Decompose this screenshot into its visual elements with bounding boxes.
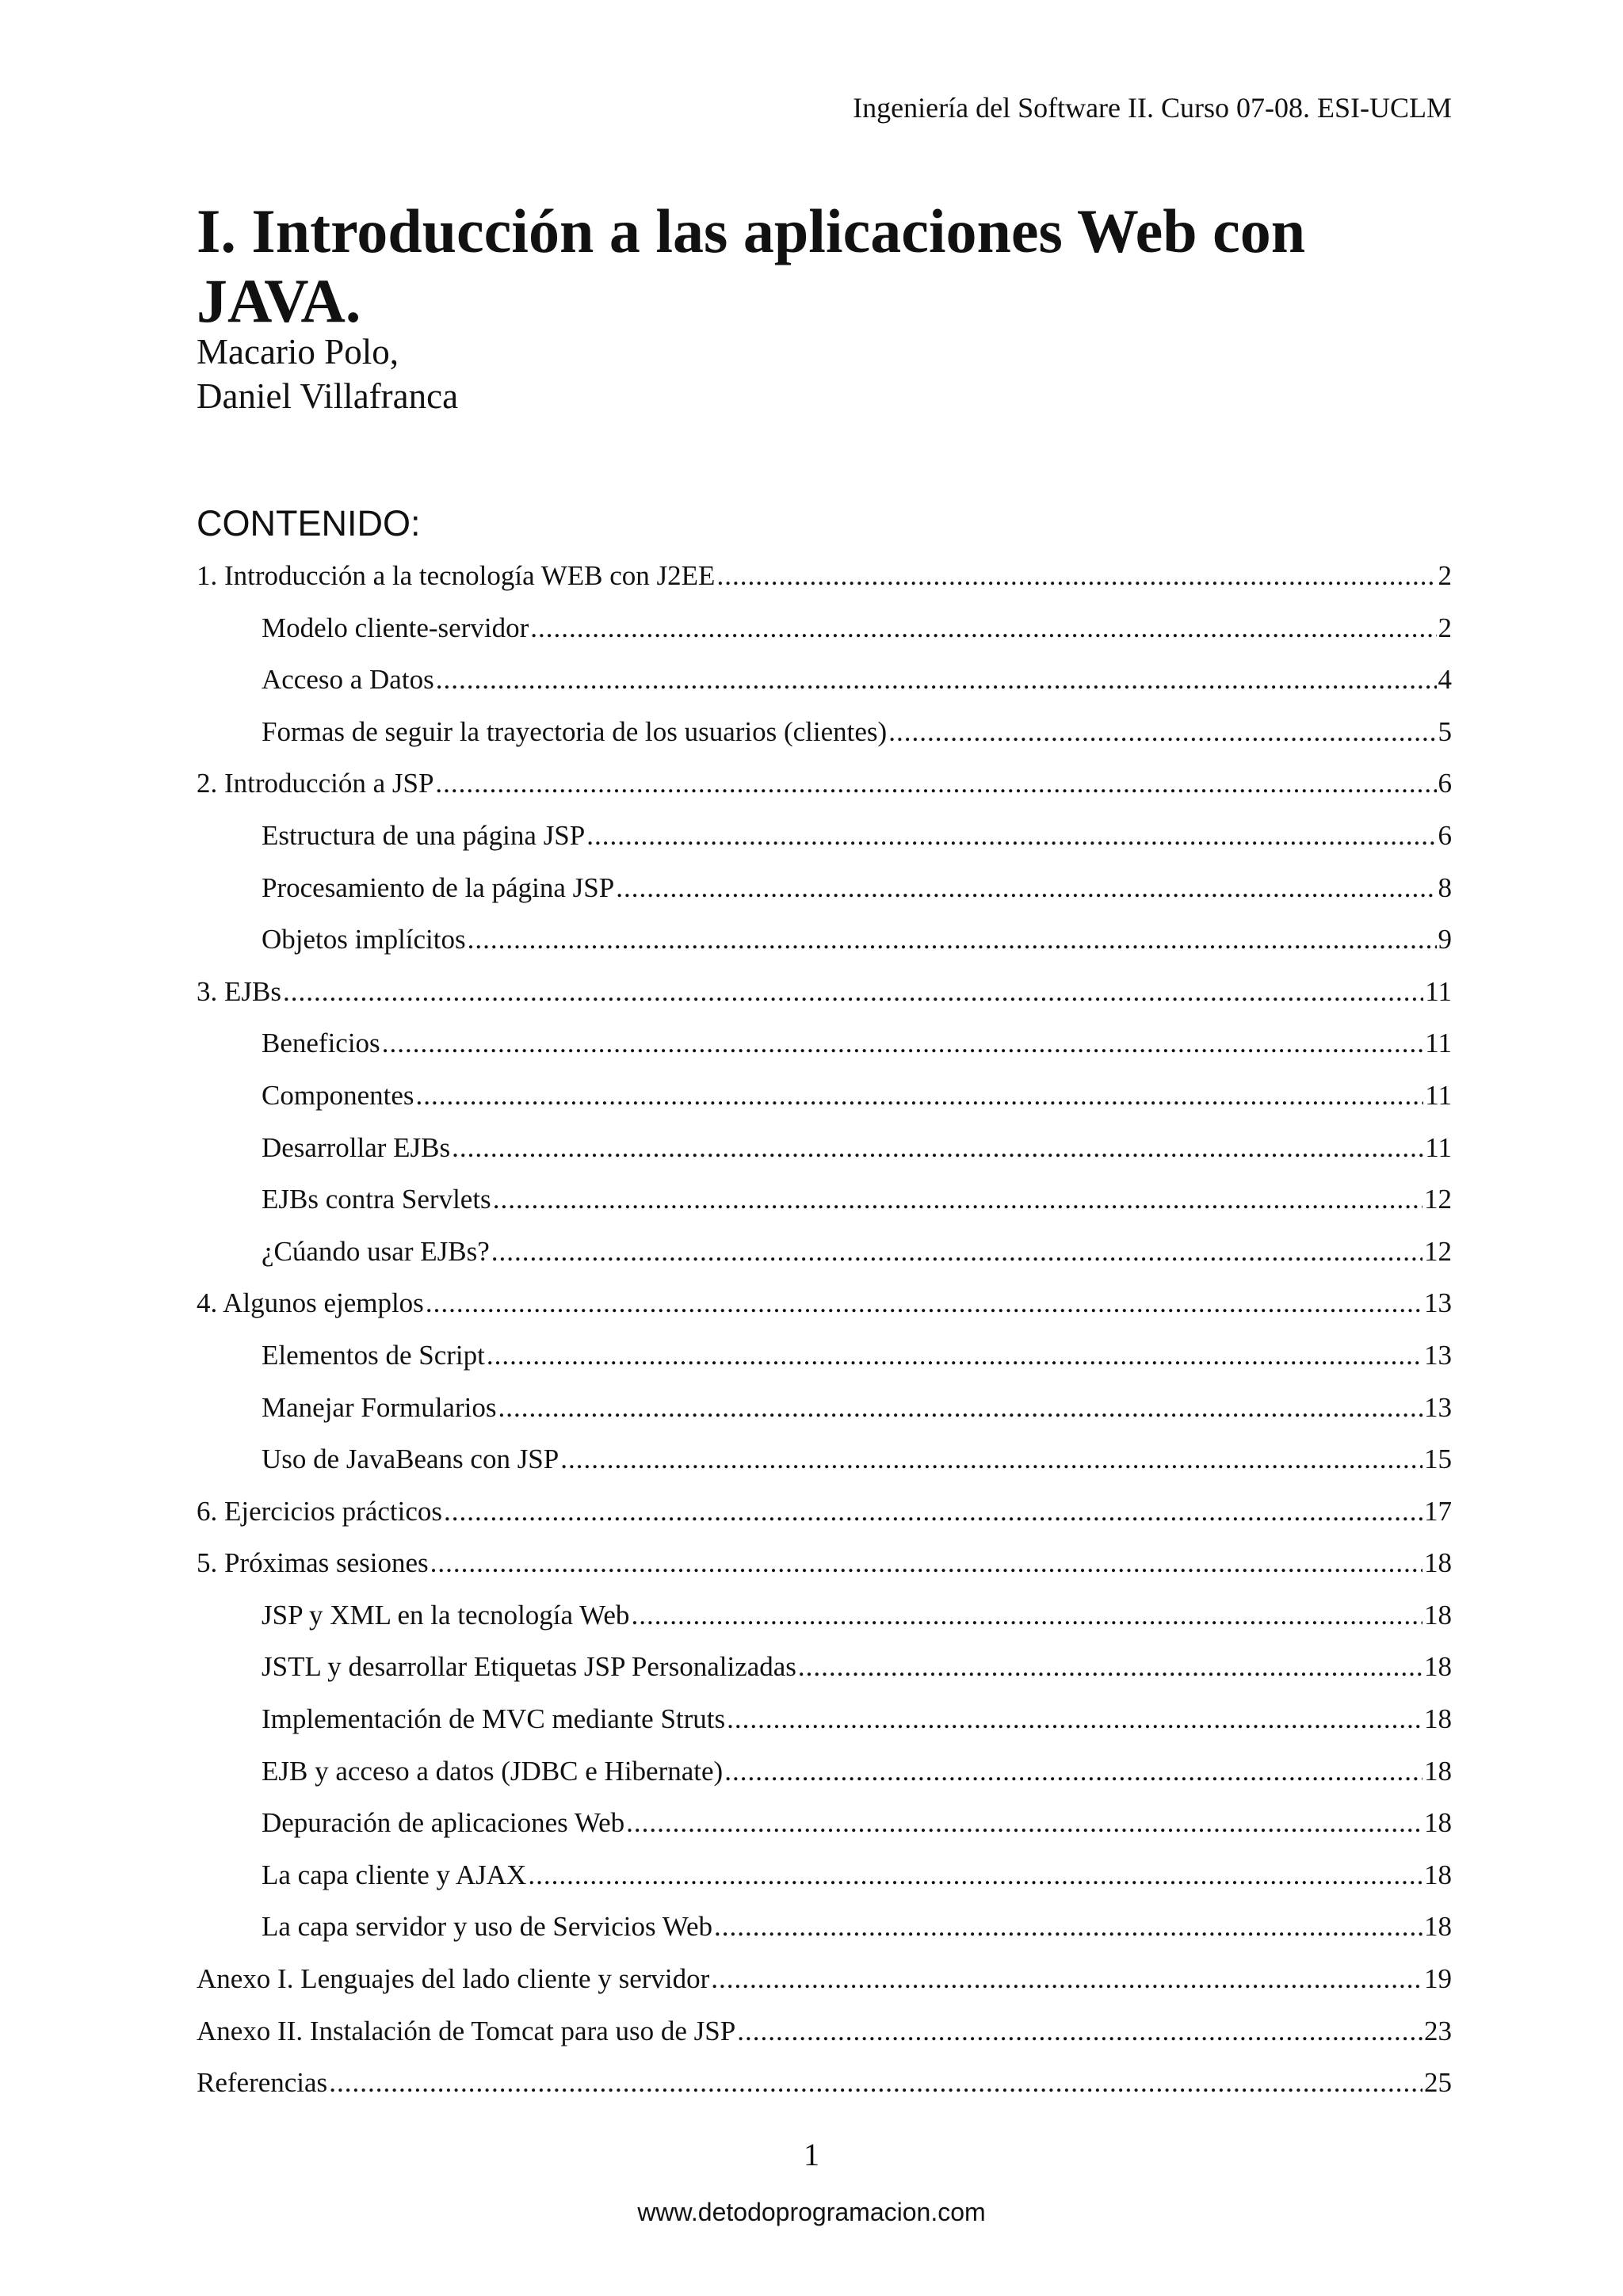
toc-entry-label: Referencias — [197, 2067, 328, 2099]
toc-entry — [197, 2057, 1452, 2109]
toc-entry-page: 18 — [1424, 1807, 1452, 1839]
toc-entry-label: EJBs contra Servlets — [262, 1184, 491, 1215]
toc-dot-leader — [714, 1901, 1423, 1953]
toc-entry — [197, 1433, 1452, 1486]
toc-entry-page: 13 — [1424, 1287, 1452, 1319]
running-header: Ingeniería del Software II. Curso 07-08. ESI-UCLM — [853, 92, 1452, 124]
toc-entry-page: 17 — [1424, 1495, 1452, 1527]
footer-url: www.detodoprogramacion.com — [637, 2198, 986, 2226]
toc-dot-leader — [444, 1486, 1423, 1538]
toc-entry-label: Acceso a Datos — [262, 664, 434, 696]
toc-dot-leader — [528, 1849, 1423, 1901]
toc-entry-label: EJB y acceso a datos (JDBC e Hibernate) — [262, 1755, 724, 1787]
toc-dot-leader — [560, 1433, 1423, 1486]
toc-entry — [197, 862, 1452, 914]
toc-entry-label: Formas de seguir la trayectoria de los usuarios (clientes) — [262, 715, 888, 747]
toc-entry — [197, 810, 1452, 862]
toc-dot-leader — [798, 1641, 1423, 1693]
toc-entry-page: 18 — [1424, 1651, 1452, 1683]
toc-dot-leader — [724, 1745, 1423, 1798]
toc-entry-label: 6. Ejercicios prácticos — [197, 1495, 443, 1527]
toc-entry-label: Manejar Formularios — [262, 1391, 497, 1423]
toc-entry-label: 3. EJBs — [197, 975, 281, 1007]
author-name: Macario Polo, — [197, 332, 399, 372]
toc-entry — [197, 2005, 1452, 2058]
toc-entry — [197, 1486, 1452, 1538]
toc-entry — [197, 1953, 1452, 2005]
toc-entry-page: 2 — [1438, 560, 1452, 591]
page-number: 1 — [804, 2137, 819, 2172]
toc-entry-label: La capa cliente y AJAX — [262, 1859, 527, 1890]
toc-dot-leader — [727, 1693, 1423, 1745]
toc-entry — [197, 757, 1452, 810]
toc-entry — [197, 1329, 1452, 1382]
toc-entry-label: Anexo II. Instalación de Tomcat para uso de JSP — [197, 2015, 736, 2046]
toc-entry-page: 18 — [1424, 1703, 1452, 1735]
toc-entry-page: 25 — [1424, 2067, 1452, 2099]
toc-entry-label: JSP y XML en la tecnología Web — [262, 1599, 630, 1630]
toc-entry-page: 15 — [1424, 1444, 1452, 1475]
toc-entry-page: 19 — [1424, 1963, 1452, 1995]
toc-entry-page: 5 — [1438, 715, 1452, 747]
toc-entry-page: 6 — [1438, 819, 1452, 851]
toc-entry — [197, 1641, 1452, 1693]
toc-dot-leader — [491, 1226, 1423, 1278]
toc-dot-leader — [586, 810, 1436, 862]
toc-entry-page: 13 — [1424, 1339, 1452, 1371]
toc-dot-leader — [436, 654, 1437, 706]
toc-entry — [197, 1017, 1452, 1070]
toc-entry-label: Depuración de aplicaciones Web — [262, 1807, 625, 1839]
toc-entry-label: Objetos implícitos — [262, 924, 466, 955]
toc-entry-page: 8 — [1438, 871, 1452, 903]
toc-entry-label: 4. Algunos ejemplos — [197, 1287, 424, 1319]
toc-entry — [197, 1849, 1452, 1901]
toc-entry-label: Componentes — [262, 1079, 414, 1111]
toc-dot-leader — [530, 602, 1436, 654]
toc-entry — [197, 602, 1452, 654]
toc-entry-page: 11 — [1425, 975, 1452, 1007]
toc-entry-page: 11 — [1425, 1079, 1452, 1111]
toc-dot-leader — [415, 1070, 1423, 1122]
toc-entry-label: Anexo I. Lenguajes del lado cliente y servidor — [197, 1963, 710, 1995]
toc-entry — [197, 1226, 1452, 1278]
toc-entry — [197, 550, 1452, 602]
toc-entry — [197, 654, 1452, 706]
toc-dot-leader — [631, 1589, 1423, 1642]
toc-dot-leader — [468, 913, 1437, 966]
toc-entry-label: Uso de JavaBeans con JSP — [262, 1444, 559, 1475]
toc-entry-label: 2. Introducción a JSP — [197, 768, 434, 799]
toc-entry-label: La capa servidor y uso de Servicios Web — [262, 1911, 713, 1943]
toc-entry — [197, 1589, 1452, 1642]
toc-entry-page: 13 — [1424, 1391, 1452, 1423]
toc-entry-page: 12 — [1424, 1235, 1452, 1267]
toc-dot-leader — [626, 1797, 1423, 1849]
toc-dot-leader — [888, 706, 1436, 758]
toc-entry-label: Modelo cliente-servidor — [262, 612, 529, 643]
toc-entry-label: Implementación de MVC mediante Struts — [262, 1703, 726, 1735]
toc-entry — [197, 966, 1452, 1018]
toc-entry-label: ¿Cúando usar EJBs? — [262, 1235, 490, 1267]
toc-entry-page: 9 — [1438, 924, 1452, 955]
toc-dot-leader — [711, 1953, 1423, 2005]
toc-dot-leader — [737, 2005, 1423, 2058]
toc-entry — [197, 1173, 1452, 1226]
toc-dot-leader — [329, 2057, 1423, 2109]
toc-heading: CONTENIDO: — [197, 503, 421, 543]
toc-entry-page: 18 — [1424, 1859, 1452, 1890]
toc-entry — [197, 1901, 1452, 1953]
toc-entry — [197, 913, 1452, 966]
toc-entry — [197, 1122, 1452, 1174]
author-list — [197, 330, 458, 418]
toc-entry-label: 1. Introducción a la tecnología WEB con J2EE — [197, 560, 716, 591]
author-name: Daniel Villafranca — [197, 376, 459, 416]
toc-entry-page: 18 — [1424, 1755, 1452, 1787]
toc-entry — [197, 1382, 1452, 1434]
toc-dot-leader — [435, 757, 1436, 810]
toc-entry — [197, 1797, 1452, 1849]
toc-entry-page: 18 — [1424, 1911, 1452, 1943]
toc-dot-leader — [426, 1277, 1423, 1329]
toc-entry-page: 11 — [1425, 1131, 1452, 1163]
toc-entry-page: 11 — [1425, 1028, 1452, 1059]
toc-dot-leader — [493, 1173, 1423, 1226]
toc-entry-label: Beneficios — [262, 1028, 380, 1059]
toc-dot-leader — [487, 1329, 1423, 1382]
toc-dot-leader — [382, 1017, 1424, 1070]
toc-entry-label: JSTL y desarrollar Etiquetas JSP Personalizadas — [262, 1651, 796, 1683]
toc-entry-label: 5. Próximas sesiones — [197, 1547, 429, 1579]
toc-entry — [197, 1277, 1452, 1329]
toc-entry-page: 18 — [1424, 1599, 1452, 1630]
toc-entry-label: Elementos de Script — [262, 1339, 485, 1371]
toc-dot-leader — [498, 1382, 1423, 1434]
toc-entry — [197, 1745, 1452, 1798]
toc-dot-leader — [716, 550, 1436, 602]
toc-entry-label: Desarrollar EJBs — [262, 1131, 451, 1163]
toc-entry-label: Estructura de una página JSP — [262, 819, 586, 851]
toc-entry-page: 18 — [1424, 1547, 1452, 1579]
toc-entry-page: 12 — [1424, 1184, 1452, 1215]
document-title: I. Introducción a las aplicaciones Web con JAVA. — [197, 196, 1306, 335]
toc-entry — [197, 706, 1452, 758]
toc-dot-leader — [616, 862, 1436, 914]
toc-dot-leader — [430, 1537, 1423, 1589]
toc-dot-leader — [452, 1122, 1423, 1174]
toc-entry-page: 4 — [1438, 664, 1452, 696]
table-of-contents — [197, 550, 1452, 2109]
toc-dot-leader — [283, 966, 1423, 1018]
toc-entry-page: 6 — [1438, 768, 1452, 799]
toc-entry — [197, 1693, 1452, 1745]
toc-entry-label: Procesamiento de la página JSP — [262, 871, 615, 903]
toc-entry — [197, 1537, 1452, 1589]
toc-entry-page: 23 — [1424, 2015, 1452, 2046]
toc-entry — [197, 1070, 1452, 1122]
toc-entry-page: 2 — [1438, 612, 1452, 643]
